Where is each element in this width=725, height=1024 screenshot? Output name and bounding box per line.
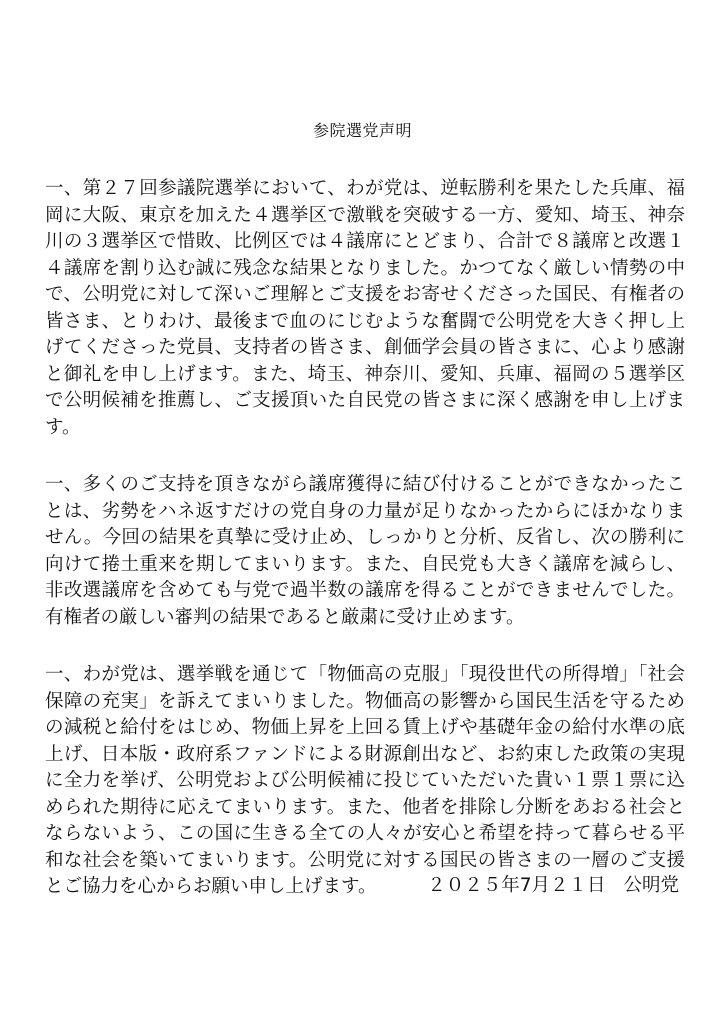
statement-paragraph-2: 一、多くのご支持を頂きながら議席獲得に結び付けることができなかったことは、劣勢をハネ返すだけの党自身の力量が足りなかったからにほかなりません。今回の結果を真摯に受け止め、しっかりと分析、反省し、次の勝利に向けて捲土重来を期してまいります。また、自民党も大きく議席を減らし、非改選議席を含めても与党で過半数の議席を得ることができませんでした。有権者の厳しい審判の結果であると厳粛に受け止めます。 [45,474,685,628]
statement-paragraph-1: 一、第２７回参議院選挙において、わが党は、逆転勝利を果たした兵庫、福岡に大阪、東京を加えた４選挙区で激戦を突破する一方、愛知、埼玉、神奈川の３選挙区で惜敗、比例区では４議席にとどまり、合計で８議席と改選１４議席を割り込む誠に残念な結果となりました。かつてなく厳しい情勢の中で、公明党に対して深いご理解とご支援をお寄せくださった国民、有権者の皆さま、とりわけ、最後まで血のにじむような奮闘で公明党を大きく押し上げてくださった党員、支持者の皆さま、創価学会員の皆さまに、心より感謝と御礼を申し上げます。また、埼玉、神奈川、愛知、兵庫、福岡の５選挙区で公明候補を推薦し、ご支援頂いた自民党の皆さまに深く感謝を申し上げます。 [45,178,685,438]
statement-footer [427,873,679,899]
statement-body [45,176,685,901]
document-title: 参院選党声明 [312,121,412,140]
statement-signature: 公明党 [623,875,679,896]
statement-paragraph-3: 一、わが党は、選挙戦を通じて「物価高の克服」「現役世代の所得増」「社会保障の充実」を訴えてまいりました。物価高の影響から国民生活を守るための減税と給付をはじめ、物価上昇を上回る賃上げや基礎年金の給付水準の底上げ、日本版・政府系ファンドによる財源創出など、お約束した政策の実現に全力を挙げ、公明党および公明候補に投じていただいた貴い１票１票に込められた期待に応えてまいります。また、他者を排除し分断をあおる社会とならないよう、この国に生きる全ての人々が安心と希望を持って暮らせる平和な社会を築いてまいります。公明党に対する国民の皆さまの一層のご支援とご協力を心からお願い申し上げます。 [45,664,685,897]
statement-date: ２０２５年7月２１日 [427,875,606,896]
